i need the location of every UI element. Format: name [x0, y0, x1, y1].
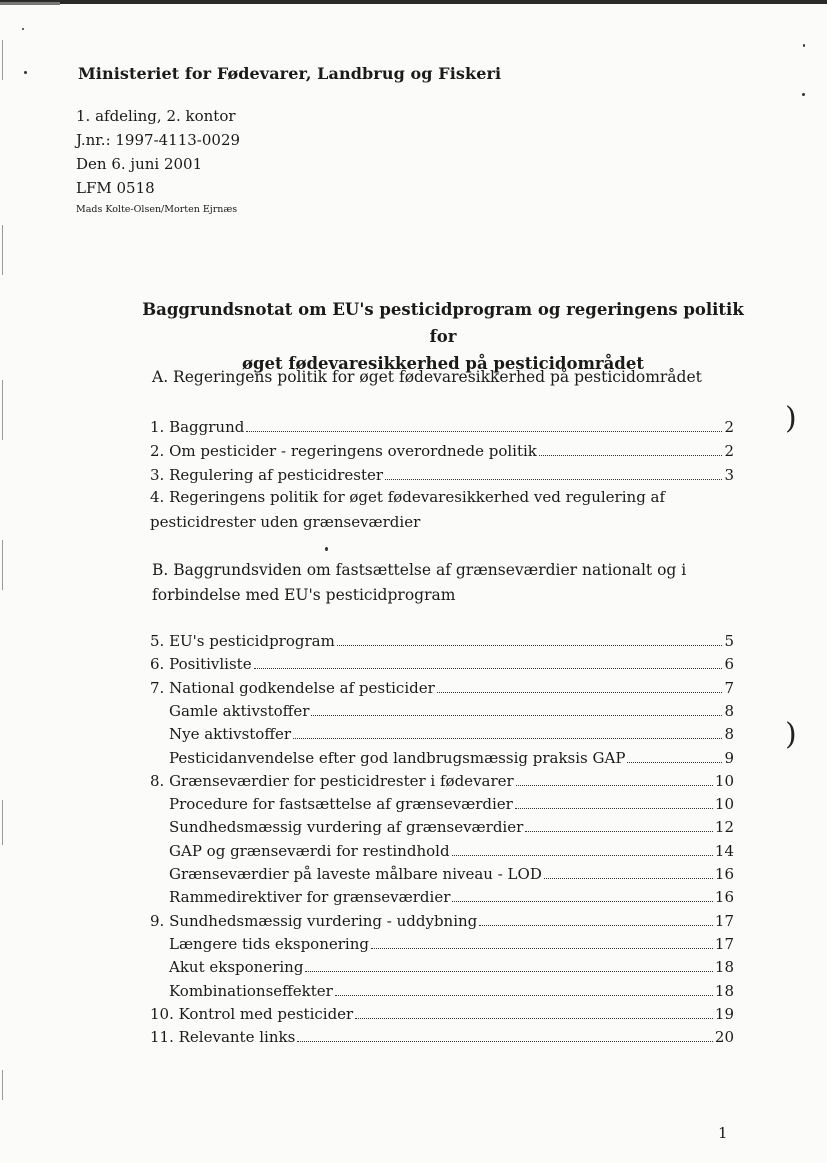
toc-entry-label: 10. Kontrol med pesticider [150, 1005, 354, 1023]
toc-entry [150, 908, 734, 930]
binder-hole-mark: ) [785, 401, 797, 436]
section-b-heading-line-2: forbindelse med EU's pesticidprogram [152, 586, 456, 604]
section-a-heading: A. Regeringens politik for øget fødevaresikkerhed på pesticidområdet [152, 368, 702, 386]
toc-entry [150, 651, 734, 673]
toc-entry-label-line-1: 4. Regeringens politik for øget fødevaresikkerhed ved regulering af [150, 488, 666, 506]
toc-page-number: 16 [714, 865, 734, 883]
toc-subentry [169, 954, 734, 976]
toc-page-number: 2 [724, 418, 734, 436]
toc-entry-label: Akut eksponering [169, 958, 304, 976]
toc-entry-label: Gamle aktivstoffer [169, 702, 310, 720]
toc-page-number: 16 [714, 888, 734, 906]
section-b-heading-line-1: B. Baggrundsviden om fastsættelse af grænseværdier nationalt og i [152, 561, 687, 579]
toc-subentry [169, 861, 734, 883]
scan-speck [24, 71, 27, 74]
scan-margin-mark [2, 380, 3, 440]
toc-leader-dots [246, 431, 722, 432]
toc-page-number: 3 [724, 466, 734, 484]
toc-entry [150, 414, 734, 436]
toc-entry-label: Rammedirektiver for grænseværdier [169, 888, 451, 906]
toc-page-number: 5 [724, 632, 734, 650]
toc-page-number: 12 [714, 818, 734, 836]
binder-hole-mark: ) [785, 717, 797, 752]
toc-page-number: 6 [724, 655, 734, 673]
toc-leader-dots [311, 715, 722, 716]
toc-leader-dots [544, 878, 713, 879]
toc-entry [150, 1001, 734, 1023]
scan-margin-mark [2, 225, 3, 275]
toc-entry [150, 462, 734, 484]
toc-leader-dots [539, 455, 723, 456]
toc-entry [150, 675, 734, 697]
toc-entry-label: 7. National godkendelse af pesticider [150, 679, 435, 697]
toc-page-number: 18 [714, 982, 734, 1000]
toc-leader-dots [627, 762, 722, 763]
toc-leader-dots [337, 645, 723, 646]
title-line-2: øget fødevaresikkerhed på pesticidområdet [242, 354, 644, 373]
document-date: Den 6. juni 2001 [76, 155, 203, 173]
toc-entry-label: Grænseværdier på laveste målbare niveau - LOD [169, 865, 542, 883]
scan-top-edge [0, 0, 827, 4]
toc-subentry [169, 814, 734, 836]
toc-entry-label: Kombinationseffekter [169, 982, 333, 1000]
toc-page-number: 10 [714, 795, 734, 813]
toc-page-number: 9 [724, 749, 734, 767]
toc-entry [150, 438, 734, 460]
toc-entry-label: 2. Om pesticider - regeringens overordnede politik [150, 442, 537, 460]
toc-subentry [169, 721, 734, 743]
toc-entry [150, 628, 734, 650]
toc-entry [150, 1024, 734, 1046]
scan-margin-mark [2, 540, 3, 590]
department: 1. afdeling, 2. kontor [76, 107, 236, 125]
toc-leader-dots [297, 1041, 713, 1042]
toc-subentry [169, 698, 734, 720]
toc-subentry [169, 745, 734, 767]
scan-margin-mark [2, 40, 3, 80]
toc-page-number: 2 [724, 442, 734, 460]
scan-speck [325, 547, 328, 551]
toc-page-number: 8 [724, 702, 734, 720]
toc-leader-dots [437, 692, 723, 693]
toc-leader-dots [479, 925, 713, 926]
toc-leader-dots [293, 738, 722, 739]
toc-page-number: 17 [714, 935, 734, 953]
scan-top-edge-shadow [0, 2, 60, 5]
toc-entry-label: Længere tids eksponering [169, 935, 369, 953]
toc-leader-dots [515, 808, 713, 809]
toc-leader-dots [254, 668, 723, 669]
toc-subentry [169, 884, 734, 906]
toc-subentry [169, 791, 734, 813]
toc-entry-label: 6. Positivliste [150, 655, 252, 673]
scan-speck [803, 44, 805, 47]
section-b-heading [152, 558, 712, 608]
toc-entry-multiline [150, 485, 734, 535]
toc-entry-label: GAP og grænseværdi for restindhold [169, 842, 450, 860]
ministry-name: Ministeriet for Fødevarer, Landbrug og Fiskeri [78, 64, 502, 83]
scan-speck [22, 28, 24, 30]
toc-page-number: 19 [714, 1005, 734, 1023]
toc-entry-label: 3. Regulering af pesticidrester [150, 466, 384, 484]
toc-page-number: 20 [714, 1028, 734, 1046]
toc-leader-dots [355, 1018, 713, 1019]
toc-leader-dots [525, 831, 713, 832]
toc-page-number: 10 [714, 772, 734, 790]
scan-margin-mark [2, 1070, 3, 1100]
title-line-1: Baggrundsnotat om EU's pesticidprogram og regeringens politik for [142, 300, 744, 346]
toc-entry [150, 768, 734, 790]
toc-entry-label: Nye aktivstoffer [169, 725, 292, 743]
toc-leader-dots [452, 855, 713, 856]
authors: Mads Kolte-Olsen/Morten Ejrnæs [76, 204, 238, 215]
toc-leader-dots [335, 995, 713, 996]
toc-leader-dots [516, 785, 713, 786]
toc-entry-label: 8. Grænseværdier for pesticidrester i fødevarer [150, 772, 514, 790]
toc-subentry [169, 931, 734, 953]
toc-page-number: 8 [724, 725, 734, 743]
toc-page-number: 14 [714, 842, 734, 860]
toc-page-number: 18 [714, 958, 734, 976]
toc-entry-label: 1. Baggrund [150, 418, 245, 436]
toc-subentry [169, 978, 734, 1000]
toc-leader-dots [305, 971, 712, 972]
toc-entry-label: Sundhedsmæssig vurdering af grænseværdier [169, 818, 524, 836]
journal-number: J.nr.: 1997-4113-0029 [76, 131, 241, 149]
toc-page-number: 7 [724, 679, 734, 697]
page-number: 1 [718, 1124, 728, 1142]
scan-margin-mark [2, 800, 3, 845]
toc-entry-label: Procedure for fastsættelse af grænseværdier [169, 795, 513, 813]
toc-entry-label: 5. EU's pesticidprogram [150, 632, 335, 650]
scan-speck [802, 93, 805, 96]
toc-page-number: 17 [714, 912, 734, 930]
toc-entry-label: 9. Sundhedsmæssig vurdering - uddybning [150, 912, 478, 930]
reference-code: LFM 0518 [76, 179, 155, 197]
toc-entry-label-line-2: pesticidrester uden grænseværdier [150, 513, 421, 531]
toc-entry-label: Pesticidanvendelse efter god landbrugsmæssig praksis GAP [169, 749, 626, 767]
toc-leader-dots [452, 901, 713, 902]
toc-entry-label: 11. Relevante links [150, 1028, 296, 1046]
toc-leader-dots [371, 948, 713, 949]
toc-leader-dots [385, 479, 722, 480]
toc-subentry [169, 838, 734, 860]
